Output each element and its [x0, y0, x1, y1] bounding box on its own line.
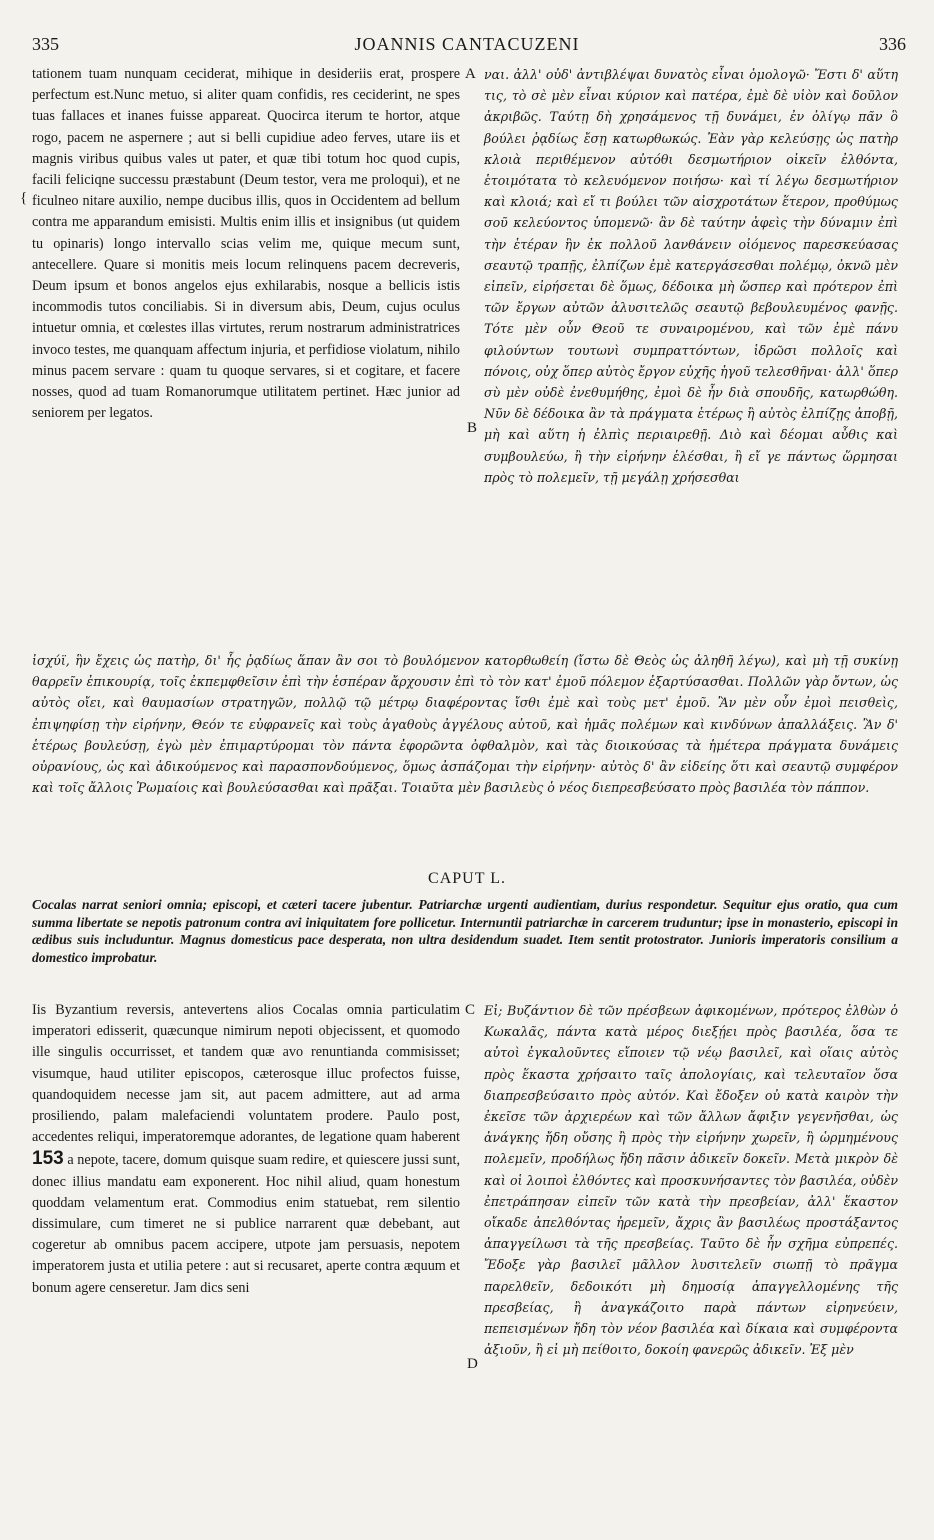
- inline-page-number: 153: [32, 1148, 64, 1170]
- chapter-heading: CAPUT L.: [428, 870, 506, 887]
- latin-text-part-a: Iis Byzantium reversis, antevertens alios Cocalas omnia particulatim imperatori edisserit, quæcunque nimirum nepoti objecissent, et quomodo ille singulis occurrisset, et tandem quæ avo renuntianda commisisset; visumque, haud utiliter episcopos, cæterosque illuc profectos fuisse, quandoquidem necesse jam sit, aut pacem admittere, aut ad arma prosiliendo, palam malefaciendi voluntatem prodere. Paulo post, accedentes reliqui, imperatoremque adorantes, de legatione quam haberent: [32, 1002, 460, 1146]
- latin-paragraph-top: tationem tuam nunquam ceciderat, mihique in desideriis erat, prospere perfectum est.Nunc metuo, si aliter quam confidis, res ceciderint, ne spes tuas fallaces et inanes fuisse appareat. Quocirca iterum te hortor, atque rogo, pacem ne aspernere ; aut si belli cupidiue adeo ferves, utare iis et magnis viribus quibus vales ut pater, et quæ tibi totum hoc quod cupis, facili feliciqne successu præstabunt (Deum testor, vera me proloqui), et ne ficulneo nitare auxilio, nempe ducibus illis, quos in Occidentem ad bellum contra me apparandum emisisti. Multis enim illis et insignibus (ut quidem tu opinaris) longo intervallo scias velim me, quique mecum sunt, antecellere. Quare si monitis meis locum relinquens pacem decreveris, Deum ipsum et bonos angelos ejus exhilarabis, nosque a bellicis istis incommodis tutos conciliabis. Si in diversum abis, Deum, cujus oculus intuetur omnia, et cœlestes illas virtutes, rerum nostrarum administratrices invoco testes, me quanquam affectum injuria, et perfidiose violatum, nihilo minus pacem servare : quam tu quoque servares, si et cogitare, et facere nosses, quod ad tuam Romanorumque utilitatem pertinet. Hæc junior ad seniorem per legatos.: [32, 66, 460, 422]
- latin-paragraph-bottom: [32, 1000, 460, 1299]
- latin-text-part-b: a nepote, tacere, domum quisque suam redire, et quiescere jussi sunt, donec illius mandatu eam exponerent. Hoc nihil aliud, quam honestum quoddam velamentum erat. Commodius enim statuebat, rem silentio dissimulare, cum timeret ne si publice narrarent quæ debebant, aut cogeretur ab omnibus pacem accipere, utpote jam persuasis, nepotem imperatorem justa et utilia petere : aut si recusaret, aperte contra æquum et bonum agere censeretur. Jam dics seni: [32, 1152, 460, 1296]
- section-marker-a: A: [465, 66, 476, 82]
- chapter-summary: Cocalas narrat seniori omnia; episcopi, et cæteri tacere jubentur. Patriarchæ urgenti audientiam, durius respondetur. Sequitur ejus oratio, qua cum summa libertate se nepotis patronum contra avi iniquitatem fore pollicetur. Internuntii patriarchæ in carcerem truduntur; ipse in monasterio, episcopi in ædibus suis includuntur. Magnus domesticus pace desperata, non ultra desidendum suadet. Item sentit protostrator. Junioris imperatoris consilium a domestico improbatur.: [32, 897, 898, 965]
- section-marker-b: B: [467, 420, 478, 436]
- running-header: [0, 34, 934, 58]
- greek-paragraph-bottom: Εἰ; Βυζάντιον δὲ τῶν πρέσβεων ἀφικομένων, πρότερος ἐλθὼν ὁ Κωκαλᾶς, πάντα κατὰ μέρος διεξῄει πρὸς βασιλέα, ὅσα τε αὐτοὶ ἐγκαλοῦντες εἴποιεν τῷ νέῳ βασιλεῖ, καὶ οἵαις αὐτὸς πρὸς ἕκαστα χρήσαιτο ταῖς ἀπολογίαις, καὶ τελευταῖον ὅσα διαπρεσβεύσαιτο πρὸς αὐτόν. Καὶ ἔδοξεν οὐ κατὰ καιρὸν τὴν ἐκεῖσε τῶν ἀρχιερέων καὶ τῶν ἄλλων ἄφιξιν γεγενῆσθαι, ὡς ἀνάγκης ἤδη οὔσης ἢ πρὸς τὴν εἰρήνην χωρεῖν, ἢ ὡρμημένους πολεμεῖν, προδήλως ἤδη πᾶσιν ἀδικεῖν δοκεῖν. Μετὰ μικρὸν δὲ καὶ οἱ λοιποὶ ἐλθόντες καὶ προσκυνήσαντες τὸν βασιλέα, οὐδὲν ἐπετράπησαν εἰπεῖν τῶν κατὰ τὴν πρεσβείαν, ἀλλ' ἕκαστον οἴκαδε ἀπελθόντας ἠρεμεῖν, ἄχρις ἂν βασιλέως προστάξαντος ἀπαγγείλωσι τὰ τῆς πρεσβείας. Ταῦτο δὲ ἦν σχῆμα εὐπρεπές. Ἔδοξε γὰρ βασιλεῖ μᾶλλον λυσιτελεῖν σιωπῇ τὸ πρᾶγμα παρελθεῖν, δεδοικότι μὴ δημοσίᾳ ἀπαγγελλομένης τῆς πρεσβείας, ἢ ἀναγκάζοιτο παρὰ πάντων εἰρηνεύειν, πεπεισμένων ἤδη τὸν νέον βασιλέα καὶ δίκαια καὶ συμφέροντα ἀξιοῦν, ἢ εἰ μὴ πείθοιτο, δοκοίη φανερῶς ἀδικεῖν. Ἐξ μὲν: [484, 1003, 898, 1358]
- page-number-left: 335: [32, 34, 59, 54]
- running-title: JOANNIS CANTACUZENI: [354, 34, 580, 54]
- greek-paragraph-top: ναι. ἀλλ' οὐδ' ἀντιβλέψαι δυνατὸς εἶναι ὁμολογῶ· Ἔστι δ' αὕτη τις, τὸ σὲ μὲν εἶναι κύριον καὶ πατέρα, ἐμὲ δὲ υἱὸν καὶ δοῦλον ἀκριβῶς. Ταύτῃ δὴ χρησάμενος τῇ δυνάμει, ἐν ὀλίγῳ πᾶν ὃ βούλει ῥᾳδίως ἔσῃ κατωρθωκώς. Ἐὰν γὰρ κελεύσῃς ὡς πατὴρ κλοιὰ περιθέμενον αὐτόθι δεσμωτήριον οἰκεῖν ἐλθόντα, ἑτοιμότατα τὸ κελευόμενον ποιήσω· καὶ τί λέγω δεσμωτήριον καὶ κλοιά; καὶ εἴ τι βούλει τῶν αἰσχροτάτων ἕτερον, προθύμως σοῦ κελεύοντος ὑπομενῶ· ἂν δὲ ταύτην ἀφεὶς τὴν δύναμιν ἐπὶ τὴν ἑτέραν ἣν ἐκ πολλοῦ λανθάνειν οἰόμενος παρεσκεύασας σεαυτῷ τραπῇς, ἐλπίζων ἐμὲ κατεργάσεσθαι πολέμῳ, ὀκνῶ μὲν εἰπεῖν, εἰρήσεται δὲ ὅμως, δέδοικα μὴ ὥσπερ καὶ πρότερον ἐπὶ τῶν ἔργων αὐτῶν ἀλυσιτελῶς σεαυτῷ βεβουλευμένος φανῇς. Τότε μὲν οὖν Θεοῦ τε συναιρομένου, καὶ τῶν ἐμὲ πάνυ φιλούντων τουτωνὶ συμπραττόντων, ἱδρῶσι πολλοῖς καὶ πόνοις, οὐχ ὅπερ αὐτὸς ἔργον εὐχῆς ἡγοῦ τελεσθῆναι· ἀλλ' ὅπερ σὺ μὲν οὐδὲ ἐνεθυμήθης, ἐμοὶ δὲ ἦν διὰ σπουδῆς, κατωρθώθη. Νῦν δὲ δέδοικα ἂν τὰ πράγματα ἑτέρως ἢ αὐτὸς ἐλπίζῃς ἀποβῇ, μὴ καὶ αὕτη ἡ ἐλπὶς περιαιρεθῇ. Διὸ καὶ δέομαι αὖθις καὶ συμβουλεύω, ἢ τὴν εἰρήνην ἑλέσθαι, ἢ εἴ γε πάντως ὥρμησαι πρὸς τὸ πολεμεῖν, τῇ μεγάλῃ χρήσεσθαι: [484, 67, 898, 485]
- section-marker-d: D: [467, 1356, 478, 1372]
- greek-full-width-block: [32, 650, 898, 798]
- margin-mark: {: [20, 190, 28, 206]
- latin-column-top: [32, 64, 460, 424]
- greek-column-bottom: [484, 1000, 898, 1360]
- greek-paragraph-full: ἰσχύϊ, ἣν ἔχεις ὡς πατὴρ, δι' ἧς ῥᾳδίως ἅπαν ἂν σοι τὸ βουλόμενον κατορθωθείη (ἴστω δὲ Θεὸς ὡς ἀληθῆ λέγω), καὶ μὴ τῇ συκίνῃ θαρρεῖν ἐπικουρίᾳ, τοῖς ἐκπεμφθεῖσιν ἐπὶ τὴν ἑσπέραν ἄρχουσιν ἐπὶ τὸ τὸν κατ' ἐμοῦ πόλεμον ἐξαρτύσασθαι. Πολλῶν γὰρ ὄντων, ὡς αὐτὸς οἴει, καὶ θαυμασίων στρατηγῶν, πολλῷ τῷ μέτρῳ διαφέροντας ἴσθι ἐμὲ καὶ τοὺς μετ' ἐμοῦ. Ἂν μὲν οὖν ἐμοὶ πεισθεὶς, ἐπιψηφίσῃ τὴν εἰρήνην, Θεόν τε εὐφρανεῖς καὶ τοὺς ἀγαθοὺς ἀγγέλους αὐτοῦ, καὶ ἡμᾶς πολέμων καὶ κινδύνων ἀπαλλάξεις. Ἂν δ' ἑτέρως βουλεύσῃ, ἐγὼ μὲν ἐπιμαρτύρομαι τὸν πάντα ἐφορῶντα ὀφθαλμὸν, καὶ τὰς διοικούσας τὰ ἡμέτερα πράγματα δυνάμεις οὐρανίους, ὡς καὶ ἀδικούμενος καὶ παρασπονδούμενος, ὅμως ἀσπάζομαι τὴν εἰρήνην· αὐτὸς δ' ἂν εἰδείης ὅτι καὶ σεαυτῷ συμφέρον καὶ τοῖς ἄλλοις Ῥωμαίοις καὶ βουλεύσασθαι καὶ πρᾶξαι. Τοιαῦτα μὲν βασιλεὺς ὁ νέος διεπρεσβεύσατο πρὸς βασιλέα τὸν πάππον.: [32, 653, 898, 796]
- greek-column-top: [484, 64, 898, 488]
- page-number-right: 336: [879, 34, 906, 54]
- section-marker-c: C: [465, 1002, 476, 1018]
- latin-column-bottom: [32, 1000, 460, 1299]
